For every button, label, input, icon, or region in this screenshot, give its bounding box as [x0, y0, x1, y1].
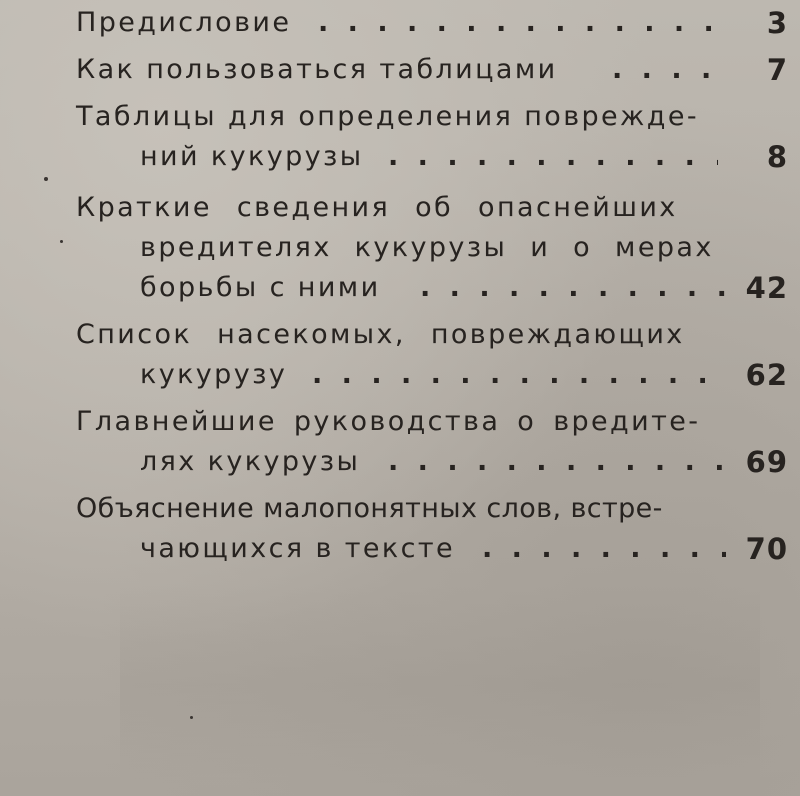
toc-line: [0, 402, 800, 442]
toc-line: [0, 228, 800, 268]
paper-speck: [44, 177, 48, 181]
toc-line: [0, 489, 800, 529]
toc-entry-title: Краткие сведения об опаснейших: [76, 192, 678, 223]
toc-page-number: 7: [766, 53, 788, 87]
toc-line: [0, 97, 800, 137]
toc-entry-title: Объяснение малопонятных слов, встре-: [76, 493, 663, 524]
toc-line: [0, 50, 800, 90]
toc-entry-title: Предисловие: [76, 7, 292, 38]
toc-page-number: 69: [745, 445, 788, 479]
paper-speck: [60, 240, 63, 243]
toc-page-number: 70: [745, 532, 788, 566]
toc-entry-title-continued: борьбы с ними: [140, 272, 381, 303]
toc-entry-title-continued: чающихся в тексте: [140, 533, 455, 564]
dot-leaders: [612, 50, 718, 90]
toc-line: [0, 137, 800, 177]
toc-line: [0, 315, 800, 355]
dot-leaders: [388, 137, 718, 177]
paper-speck: [190, 716, 193, 719]
toc-line: [0, 3, 800, 43]
toc-entry-title-continued: ний кукурузы: [140, 141, 364, 172]
dot-leaders: [482, 529, 726, 569]
toc-page-number: 3: [766, 6, 788, 40]
toc-page-number: 62: [745, 358, 788, 392]
toc-page-number: 42: [745, 271, 788, 305]
toc-entry-title-continued: кукурузу: [140, 359, 288, 390]
toc-entry-title-continued: вредителях кукурузы и о мерах: [140, 232, 714, 263]
dot-leaders: [312, 355, 726, 395]
toc-entry-title-continued: лях кукурузы: [140, 446, 361, 477]
toc-entry-title: Как пользоваться таблицами: [76, 54, 558, 85]
dot-leaders: [318, 3, 718, 43]
toc-line: [0, 268, 800, 308]
toc-entry-title: Таблицы для определения поврежде-: [76, 101, 699, 132]
toc-entry-title: Список насекомых, повреждающих: [76, 319, 685, 350]
toc-page-number: 8: [766, 140, 788, 174]
toc-line: [0, 529, 800, 569]
toc-line: [0, 355, 800, 395]
toc-entry-title: Главнейшие руководства о вредите-: [76, 406, 701, 437]
toc-line: [0, 188, 800, 228]
dot-leaders: [388, 442, 726, 482]
toc-line: [0, 442, 800, 482]
dot-leaders: [420, 268, 726, 308]
